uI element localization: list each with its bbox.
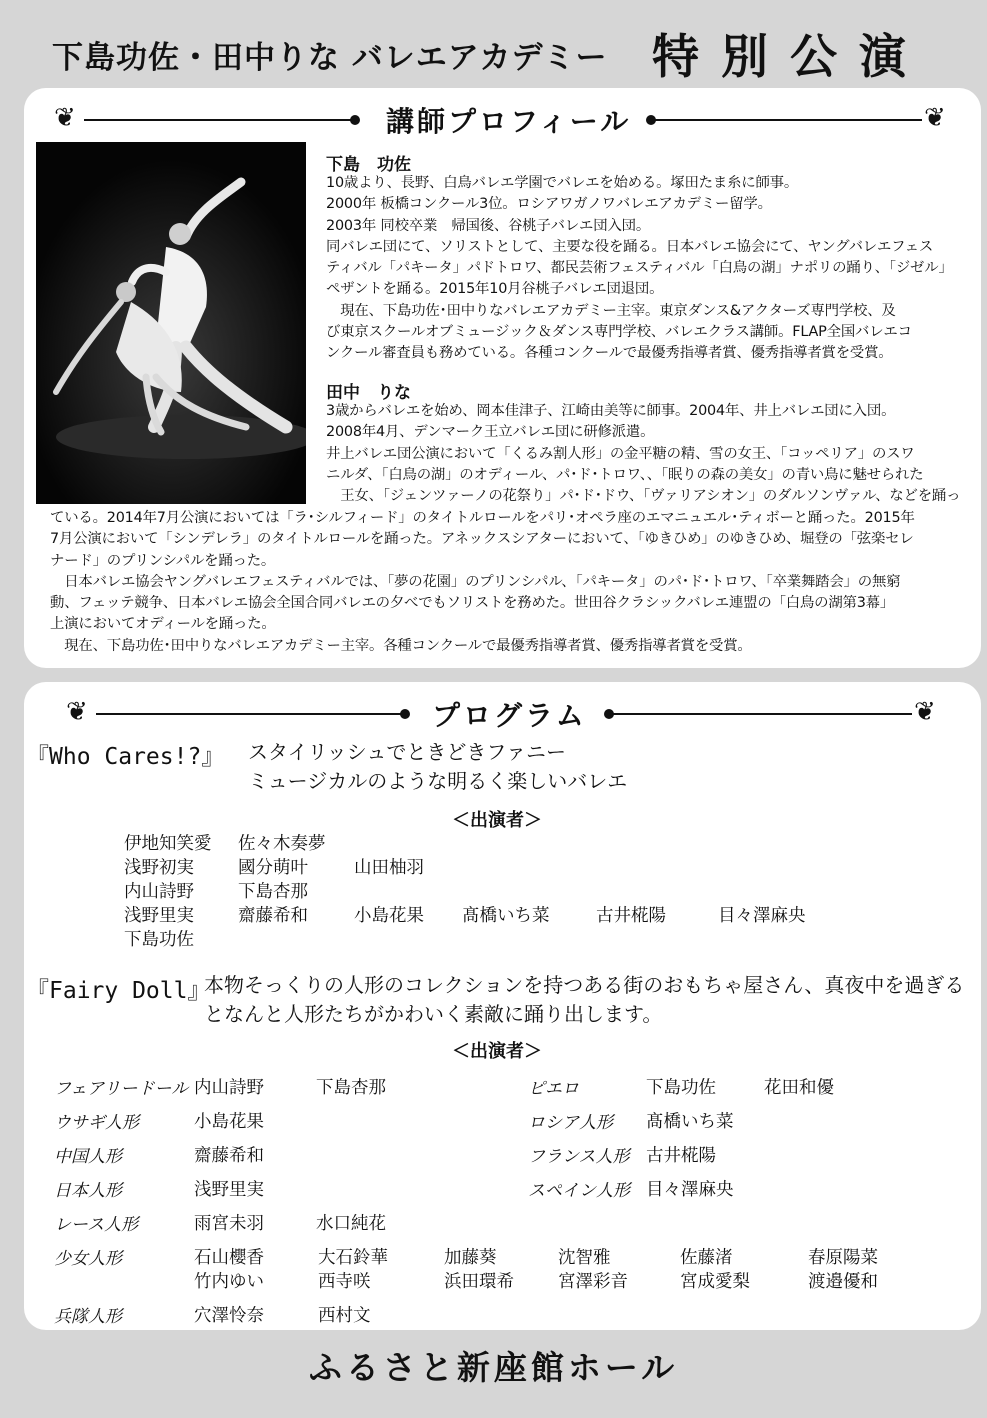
performer-name: 國分萌叶 <box>238 858 308 878</box>
venue-name: ふるさと新座館ホール <box>308 1348 679 1387</box>
role-name: 日本人形 <box>54 1181 122 1201</box>
role-name: スペイン人形 <box>528 1181 630 1201</box>
performer-name: 佐々木奏夢 <box>238 834 326 854</box>
performer-name: 浅野里実 <box>124 906 194 926</box>
performer-name: 齋藤希和 <box>194 1146 264 1166</box>
instructor-name: 田中 りな <box>326 383 411 403</box>
performer-name: 内山詩野 <box>124 882 194 902</box>
bio-line: 2000年 板橋コンクール3位。ロシアワガノワバレエアカデミー留学。 <box>326 196 772 213</box>
page-title: 特別公演 <box>652 30 928 85</box>
profile-heading: 講師プロフィール <box>386 105 632 138</box>
cast-heading: ＜出演者＞ <box>452 1041 542 1062</box>
role-name: ウサギ人形 <box>54 1113 139 1133</box>
performer-name: 佐藤渚 <box>680 1248 733 1268</box>
performer-name: 山田柚羽 <box>354 858 424 878</box>
ornament-right-icon: ❦ <box>914 697 936 727</box>
bio-line: 王女、「ジェンツァーノの花祭り」パ･ド･ドウ、「ヴァリアシオン」のダルソンヴァル、などを踊っ <box>326 488 961 505</box>
work-title-who-cares: 『Who Cares!?』 <box>26 744 225 770</box>
bio-line: 現在、下島功佐･田中りなバレエアカデミー主宰。東京ダンス&アクターズ専門学校、及 <box>326 302 896 319</box>
role-name: 少女人形 <box>54 1249 122 1269</box>
performer-name: 目々澤麻央 <box>646 1180 734 1200</box>
performer-name: 髙橋いち菜 <box>646 1112 734 1132</box>
performer-name: 大石鈴華 <box>318 1248 388 1268</box>
role-name: 中国人形 <box>54 1147 122 1167</box>
bio-line: 同バレエ団にて、ソリストとして、主要な役を踊る。日本バレエ協会にて、ヤングバレエフェス <box>326 238 934 255</box>
profile-section-title <box>24 100 981 140</box>
bio-line: 3歳からバレエを始め、岡本佳津子、江崎由美等に師事。2004年、井上バレエ団に入団。 <box>326 403 896 419</box>
performer-name: 浅野里実 <box>194 1180 264 1200</box>
bio-line: 上演においてオディールを踊った。 <box>50 616 276 633</box>
program-section-title <box>24 694 981 734</box>
bio-line: ニルダ、「白鳥の湖」のオディール、パ･ド･トロワ、、「眠りの森の美女」の青い鳥に魅せられた <box>326 466 924 483</box>
bio-line: 2003年 同校卒業 帰国後、谷桃子バレエ団入団。 <box>326 217 651 234</box>
performer-name: 小島花果 <box>354 906 424 926</box>
performer-name: 下島杏那 <box>238 882 308 902</box>
performer-name: 古井椛陽 <box>646 1146 716 1166</box>
work-desc: となんと人形たちがかわいく素敵に踊り出します。 <box>204 1002 663 1026</box>
role-name: レース人形 <box>54 1215 139 1235</box>
performer-name: 伊地知笑愛 <box>124 834 212 854</box>
performer-name: 下島功佐 <box>124 930 194 950</box>
dot-icon <box>350 115 360 125</box>
bio-line: 10歳より、長野、白鳥バレエ学園でバレエを始める。塚田たま糸に師事。 <box>326 175 799 191</box>
performer-name: 宮澤彩音 <box>558 1272 628 1292</box>
page-header <box>0 0 987 90</box>
role-name: 兵隊人形 <box>54 1307 122 1327</box>
bio-line: ている。2014年7月公演においては「ラ･シルフィード」のタイトルロールをパリ･オペラ座のエマニュエル･ティボーと踊った。2015年 <box>50 510 915 526</box>
performer-name: 内山詩野 <box>194 1078 264 1098</box>
performer-name: 西村文 <box>318 1306 371 1326</box>
instructor-bio <box>326 173 953 365</box>
bio-line: ティバル「パキータ」パドトロワ、都民芸術フェスティバル「白鳥の湖」ナポリの踊り、「ジゼル」 <box>326 260 953 277</box>
role-name: フランス人形 <box>528 1147 630 1167</box>
performer-name: 浜田環希 <box>444 1272 514 1292</box>
bio-line: 2008年4月、デンマーク王立バレエ団に研修派遣。 <box>326 424 655 441</box>
performer-name: 下島功佐 <box>646 1078 716 1098</box>
performer-name: 髙橋いち菜 <box>462 906 550 926</box>
bio-line: び東京スクールオブミュージック＆ダンス専門学校、バレエクラス講師。FLAP全国バレエコ <box>326 324 912 341</box>
bio-line: 7月公演において「シンデレラ」のタイトルロールを踊った。アネックスシアターにおいて、「ゆきひめ」のゆきひめ、堀登の「弦楽セレ <box>50 531 914 548</box>
ornament-right-icon: ❦ <box>924 103 946 133</box>
role-name: フェアリードール <box>54 1079 189 1099</box>
role-name: ロシア人形 <box>528 1113 613 1133</box>
ballet-duo-photo <box>36 142 306 504</box>
academy-name: 下島功佐・田中りな バレエアカデミー <box>52 40 608 76</box>
performer-name: 竹内ゆい <box>194 1272 264 1292</box>
instructor-bio <box>326 401 960 507</box>
work-desc: 本物そっくりの人形のコレクションを持つある街のおもちゃ屋さん、真夜中を過ぎる <box>204 973 965 997</box>
dot-icon <box>400 709 410 719</box>
bio-line: ンクール審査員も務めている。各種コンクールで最優秀指導者賞、優秀指導者賞を受賞。 <box>326 345 893 362</box>
performer-name: 春原陽菜 <box>808 1248 878 1268</box>
instructor-name: 下島 功佐 <box>326 155 411 175</box>
bio-line: 動、フェッテ競争、日本バレエ協会全国合同バレエの夕べでもソリストを務めた。世田谷クラシックバレエ連盟の「白鳥の湖第3幕」 <box>50 595 895 612</box>
performer-name: 小島花果 <box>194 1112 264 1132</box>
performer-name: 浅野初実 <box>124 858 194 878</box>
ornament-left-icon: ❦ <box>54 103 76 133</box>
performer-name: 下島杏那 <box>316 1078 386 1098</box>
bio-line: 井上バレエ団公演において「くるみ割人形」の金平糖の精、雪の女王、「コッペリア」のスワ <box>326 445 915 462</box>
bio-line: ペザントを踊る。2015年10月谷桃子バレエ団退団。 <box>326 281 664 298</box>
ornament-left-icon: ❦ <box>66 697 88 727</box>
instructor-bio-full <box>50 508 915 657</box>
program-heading: プログラム <box>432 699 587 732</box>
cast-heading: ＜出演者＞ <box>452 810 542 831</box>
performer-name: 沈智雅 <box>558 1248 611 1268</box>
performer-name: 齋藤希和 <box>238 906 308 926</box>
work-desc: ミュージカルのような明るく楽しいバレエ <box>248 769 628 793</box>
bio-line: 現在、下島功佐･田中りなバレエアカデミー主宰。各種コンクールで最優秀指導者賞、優秀指導者賞を受賞。 <box>50 637 752 654</box>
performer-name: 水口純花 <box>316 1214 386 1234</box>
performer-name: 目々澤麻央 <box>718 906 806 926</box>
performer-name: 宮成愛梨 <box>680 1272 750 1292</box>
performer-name: 渡邉優和 <box>808 1272 878 1292</box>
role-name: ピエロ <box>528 1079 579 1099</box>
performer-name: 石山櫻香 <box>194 1248 264 1268</box>
performer-name: 古井椛陽 <box>596 906 666 926</box>
performer-name: 雨宮未羽 <box>194 1214 264 1234</box>
profile-panel <box>24 88 981 668</box>
program-panel <box>24 682 981 1330</box>
work-title-fairy-doll: 『Fairy Doll』 <box>26 978 211 1004</box>
bio-line: ナード」のプリンシパルを踊った。 <box>50 552 276 569</box>
performer-name: 穴澤怜奈 <box>194 1306 264 1326</box>
performer-name: 加藤葵 <box>444 1248 497 1268</box>
work-desc: スタイリッシュでときどきファニー <box>248 740 566 764</box>
performer-name: 花田和優 <box>764 1078 834 1098</box>
performer-name: 西寺咲 <box>318 1272 371 1292</box>
bio-line: 日本バレエ協会ヤングバレエフェスティバルでは、「夢の花園」のプリンシパル、「パキータ」のパ･ド･トロワ、「卒業舞踏会」の無窮 <box>50 573 901 590</box>
